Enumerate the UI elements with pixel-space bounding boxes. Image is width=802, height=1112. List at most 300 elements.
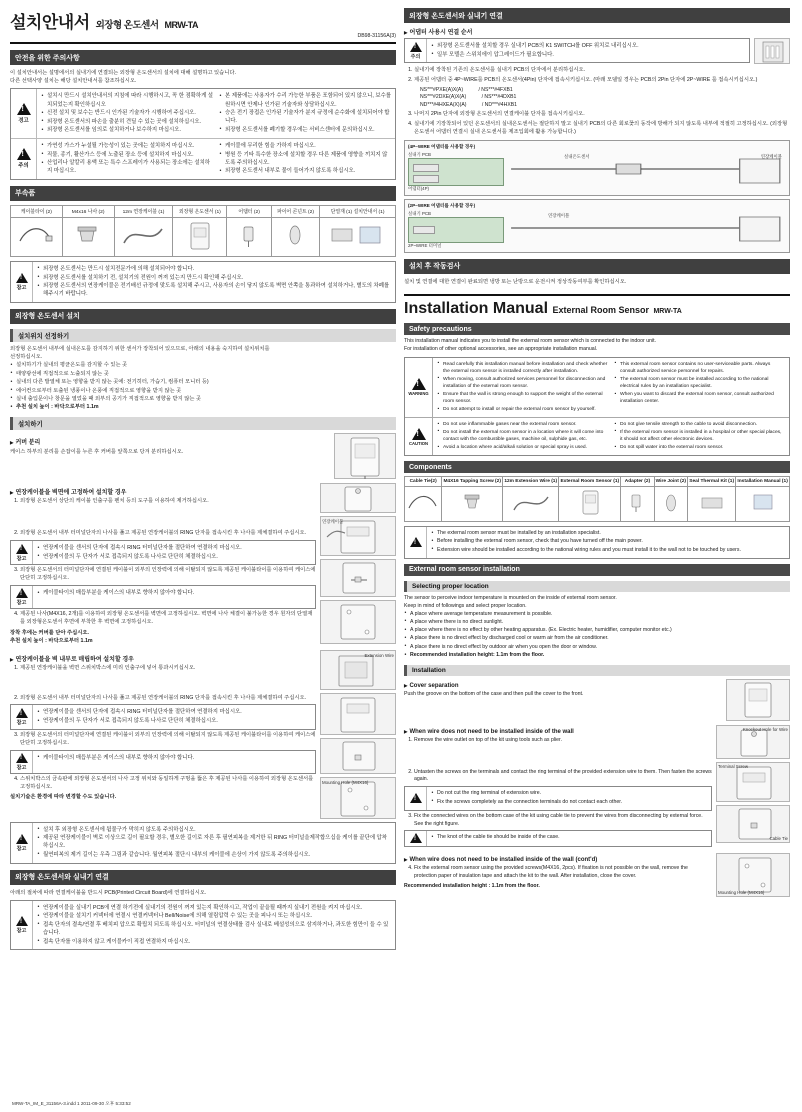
wire-joint-image (271, 217, 319, 256)
figure-label-ext-wire: Extension Wire (364, 652, 394, 658)
en-wire-image (503, 487, 559, 522)
en-cover-text: Push the groove on the bottom of the case and then pull the cover to the front. (404, 690, 584, 697)
en-nowall-notice-2 (404, 830, 712, 847)
caution-row (11, 139, 395, 179)
label-adapter-4p: 어댑터(4P) (408, 185, 430, 191)
en-joint-image (654, 487, 688, 522)
en-nowall-title: ▶ When wire does not need to be installed inside of the wall (404, 729, 712, 735)
case-a-close-cover: 장착 후에는 커버를 닫아 주십시오. (10, 630, 89, 637)
figure-label-cable-tie: Cable Tie (769, 835, 788, 841)
list-item: • 직물, 종기, 활산가스 등에 노출된 장소 등에 설치하지 마십시오. (41, 151, 213, 159)
en-divider (404, 294, 790, 296)
en-seal-image (688, 487, 736, 522)
en-loc-intro-1: The sensor to perceive indoor temperature is mounted on the inside of external room sensor. (404, 594, 617, 601)
label-indoor-pcb: 실내기 PCB (408, 151, 431, 157)
en-comp-header: Installation Manual (1) (736, 477, 790, 487)
notice-body (33, 901, 395, 950)
list-item: • When you want to discard the external room sensor, consult authorized installation center. (614, 391, 785, 406)
list-item: 4. 실내기에 기장착되어 있던 온도센서의 실내온도센서는 절단하지 말고 실내기 PCB의 다른 회로꽃의 동작에 방해가 되지 않도록 내부에 적절히 고정하십시오. (외장형 온도센서 어댑터 연결시 실내 온도센서를 제조입회에 활용 가능합니다.) (414, 121, 790, 137)
notice-triangle-icon (16, 834, 28, 844)
list-item: 4. Fix the external room sensor using the provided screws(M4X16, 2pcs). If fixation is not possible on the wall, remove the protection paper of insulation tape and attach the kit to the wall. After installation, close the cover. (414, 865, 712, 881)
notice-body (427, 831, 711, 846)
figure-label-extension-wire: 연장케이블 (322, 519, 344, 525)
connection-steps-2 (404, 111, 790, 137)
list-item: • A place there is no direct effect by discharged cool or warm air from the air conditioner. (404, 635, 790, 643)
list-item: • 산업리나 알칼리 용액 또는 특수 스프레이가 사용되는 장소에는 설치하지 마십시오. (41, 159, 213, 175)
warning-box (10, 88, 396, 179)
notice-label (405, 831, 427, 846)
en-warning-body (433, 358, 789, 418)
notice-label (405, 787, 427, 810)
en-contd-height: Recommended installation height : 1.1m from the floor. (404, 883, 540, 889)
list-item-recommended-height: • 추천 설치 높이 : 바닥으로부터 1.1m (10, 404, 396, 412)
safety-bar: 안전을 위한 주의사항 (10, 50, 396, 65)
notice-label (405, 39, 427, 62)
location-list (10, 362, 396, 412)
comp-header: 파이어 콘넌트 (2) (271, 205, 319, 217)
list-item: 1. 실내기에 장착된 기존의 온도센서를 실내기 PCB의 단자에서 분리하십시오. (414, 67, 790, 75)
notice-body (33, 586, 315, 608)
safety-intro-2: 다른 선택사양 설치는 해당 설치안내서를 참조하십시오. (10, 78, 137, 85)
list-item: • The external room sensor must be installed by an installation specialist. (431, 530, 785, 538)
connection-bar: 외장형 온도센서와 실내기 연결 (404, 8, 790, 23)
post-install-text: 설치 및 연결에 대한 연결이 완료되면 냉방 또는 난방으로 운전시켜 정상작동여부를 확인하십시오. (404, 278, 627, 285)
figure-mounting-hole (320, 777, 396, 819)
en-components-notice (404, 526, 790, 559)
case-a-title: ▶ 연장케이블을 벽면에 고정하여 설치할 경우 (10, 487, 316, 496)
list-item: • 연장케이블을 센서의 단자에 접속시 RING 터미널단자를 절단하여 연결하지 마십시오. (37, 708, 311, 716)
figure-label-knockout: Knockout Hole for Wire (742, 726, 788, 732)
en-adapter-image (621, 487, 654, 522)
notice-triangle-icon (410, 793, 422, 803)
en-figure-cabletie (716, 805, 790, 843)
list-item: • Read carefully this installation manual before installation and check whether the external room sensor is installed correctly after installation. (437, 361, 608, 376)
en-comp-header: Adapter (2) (621, 477, 654, 487)
model-code: ND***#4HXEA(X)(A) (420, 101, 467, 108)
en-caution-row (405, 418, 789, 455)
wiring-bar: 외장형 온도센서와 실내기 연결 (10, 870, 396, 885)
figure-knockout (320, 483, 396, 513)
en-caution-body (433, 418, 789, 455)
notice-body (33, 541, 315, 564)
case-a-notice-2 (10, 585, 316, 609)
warning-label-text: 경고 (18, 118, 29, 125)
notice-label-text: 참고 (16, 764, 27, 771)
list-item: • Do not give tensile strength to the cable to avoid disconnection. (614, 421, 785, 428)
list-item: 3. 외장형 온도센서의 터미널단자에 연결된 케이블이 외부의 인장력에 의해 이탈되지 않도록 제공된 케이블타이를 이용하여 케이스에 단단히 고정하십시오. (20, 732, 316, 748)
model-code-alt: / NS***#4FXB1 (478, 86, 513, 93)
right-column (404, 8, 790, 950)
cover-separation-block (10, 433, 396, 479)
list-item: 4. 제공된 나사(M4X16, 2개)를 이용하여 외장형 온도센서를 벽면에 고정하십시오. 벽면에 나사 체결이 불가능한 경우 원자의 단열재를 외장형온도센서 후면에 부착한 후 벽면에 고정하십시오. (20, 611, 316, 627)
warning-triangle-icon (17, 103, 31, 115)
page-columns (10, 8, 792, 950)
cover-figure (334, 433, 396, 479)
list-item: • Ensure that the wall is strong enough to support the weight of the external room sensor. (437, 391, 608, 406)
document-id: DB98-31156A(3) (357, 33, 396, 39)
en-title-main: Installation Manual (404, 300, 549, 318)
list-item: • 외장형 온도센서를 임의로 설치하거나 보수하지 마십시오. (41, 126, 213, 134)
notice-label-text: 참고 (16, 284, 27, 291)
en-warning-label-text: WARNING (408, 391, 429, 397)
case-a-height: 추천 설치 높이 : 바닥으로부터 1.1m (10, 638, 93, 645)
notice-body (427, 787, 711, 810)
notice-label (11, 751, 33, 773)
case-b-figures (320, 650, 396, 819)
caution-left-col (41, 142, 213, 176)
notice-triangle-icon (16, 273, 28, 283)
list-item: • Do not install the external room sensor in a location where it will come into contact with the combustible gases, machine oil, sulphide gas, etc. (437, 429, 608, 444)
list-item: • The knot of the cable tie should be inside of the case. (431, 834, 707, 842)
list-item: • Do not use inflammable gases near the external room sensor. (437, 421, 608, 428)
notice-label (11, 541, 33, 564)
caution-body (37, 139, 395, 179)
list-item: 3. 외장형 온도센서의 터미널단자에 연결된 케이블이 외부의 인장력에 의해 이탈되지 않도록 제공된 케이블타이를 이용하여 케이스에 단단히 고정하십시오. (20, 567, 316, 583)
en-title-sub: External Room Sensor (552, 305, 649, 316)
components-bar: 부속품 (10, 186, 396, 201)
installing-subbar: 설치하기 (10, 417, 396, 430)
comp-header: 케이블타이 (2) (11, 205, 63, 217)
list-item: • 외장형 온도센서를 설치할 경우 실내기 PCB의 K1 SWITCH를 OFF 위치로 내리십시오. (431, 42, 745, 50)
list-item: 2. 외장형 온도센서 내부 터미널단자의 나사를 풀고 제공된 연장케이블의 RING 단자를 접속시킨 후 나사를 제체결하여 주십시오. (20, 695, 316, 703)
list-item: • 연장케이블의 두 단자가 서로 접촉되지 않도록 나사로 단단히 체결하십시오. (37, 717, 311, 725)
list-item: • 실내의 다른 발열체 또는 영향을 받지 않는 곳에: 전기히터, 가습기, 컴퓨터 모니터 등) (10, 379, 396, 387)
adapter-image (227, 217, 272, 256)
label-indoor-temp-sensor: 실내온도센서 (564, 153, 590, 159)
list-item: • Extension wire should be installed according to the national wiring rules and you must install it to the wall not to be touched by users. (431, 547, 785, 555)
notice-label (405, 527, 427, 558)
en-figure-mounting (716, 853, 790, 897)
caution-triangle-icon (17, 148, 31, 160)
list-item: • 태양광선에 직접적으로 노출되지 않는 곳 (10, 371, 396, 379)
notice-body (33, 751, 315, 773)
list-item: • A place where there is no direct sunlight. (404, 619, 790, 627)
list-item: • Fix the screws completely as the connection terminals do not contact each other. (431, 799, 707, 807)
en-nowall-steps-2 (404, 769, 712, 785)
connection-order-title: ▶ 어댑터 사용시 연결 순서 (404, 27, 790, 36)
cover-title: ▶ 커버 분리 (10, 437, 330, 446)
case-b-title: ▶ 연장케이블을 벽 내부로 매립하여 설치할 경우 (10, 654, 316, 663)
wiring-diagram-4p (404, 140, 790, 196)
list-item: • 설치 후 외장형 온도센서에 튐물구가 막히지 않도록 주의하십시오. (37, 826, 391, 834)
cover-text: 케이스 하부의 분리를 손잡이를 누른 후 커버를 앞쪽으로 당겨 분리하십시오. (10, 449, 184, 456)
en-screw-image (442, 487, 503, 522)
insulation-and-manual-image (320, 217, 396, 256)
list-item: 2. 제공된 어댑터 중 4P~WIRE를 PCB의 온도센서(4Pin) 단자에 접속시키십시오. (마래 모델일 경우는 PCB의 2Pin 단자에 2P~WIRE 를 접속시키십시오.) (414, 77, 790, 85)
case-a-steps-2 (10, 530, 316, 538)
en-nowall-block (404, 725, 790, 850)
list-item: • This external room sensor contains no user-serviceable parts. Always consult authorized service personnel for repairs. (614, 361, 785, 376)
en-comp-header: External Room Sensor (1) (559, 477, 621, 487)
model-code: NS***#PXE(A)X(A) (420, 86, 464, 93)
list-item: • If the external room sensor is installed in a hospital or other special places, it should not affect other electronic devices. (614, 429, 785, 444)
en-intro-2: For installation of other optional accessories, see an appropriate installation manual. (404, 345, 598, 352)
list-item: • Avoid a location where acid/alkali solution or special spray is used. (437, 444, 608, 451)
list-item: • 외장형 온도센서의 파손을 출분히 견딜 수 있는 곳에 설치하십시오. (41, 118, 213, 126)
list-item: • 접속 단자를 이용하지 않고 케이블카이 직접 연결하지 마십시오. (37, 938, 391, 946)
figure-label-mounting-hole-en: Mounting Hole (M4X16) (718, 890, 765, 896)
list-item: • 승은 전기 장접은 인가된 기술자가 분지 규정에 순수화에 설치되어야 합니다. (219, 109, 391, 125)
en-intro-1: This installation manual indicates you to install the external room sensor which is connected to the indoor unit. (404, 338, 657, 345)
table-row (11, 205, 396, 217)
en-comp-header: Cable Tie(2) (405, 477, 442, 487)
k1-switch-figure (754, 38, 790, 64)
comp-header: 12m 연장케이블 (1) (114, 205, 173, 217)
table-row (405, 487, 790, 522)
list-item: • 본 제품에는 사용자가 수리 가능한 부품은 포함되어 있지 않으니, 보수를 원하시면 안제나 인가된 기술자와 상담하십시오. (219, 92, 391, 108)
notice-triangle-icon (410, 42, 422, 52)
en-cover-figure (726, 679, 790, 721)
en-title-model: MRW-TA (653, 308, 682, 316)
figure-terminal-b (320, 693, 396, 735)
list-item: 1. 제공된 연장케이블을 벽면 스위치박스에 미리 인출구에 넣어 통과시키십시오. (20, 665, 316, 673)
list-item: • Before installing the external room sensor, check that you have turned off the main power. (431, 538, 785, 546)
notice-triangle-icon (16, 708, 28, 718)
list-item: • 설치하기가 실내의 평균온도를 감지할 수 있는 곳 (10, 362, 396, 370)
list-item: • 외장형 온도센서는 만드시 설치전문가에 의해 설치되어야 합니다. (37, 265, 391, 273)
diagram-2p-title: (2P~WIRE 어댑터를 사용할 경우) (408, 202, 476, 208)
en-location-subbar: Selecting proper location (404, 581, 790, 592)
list-item: • Do not cut the ring terminal of extension wire. (431, 790, 707, 798)
list-item: 3. 나머지 2Pin 단자에 외장형 온도센서의 연결케이블 단자를 접속시키십시오. (414, 111, 790, 119)
en-page-title (404, 300, 790, 318)
case-a-block (10, 483, 396, 645)
left-column (10, 8, 396, 950)
label-terminal-2p: 2P~WIRE 터미널 (408, 242, 442, 248)
notice-label-text: 참고 (16, 720, 27, 727)
list-item: 2. 외장형 온도센서 내부 터미널단자의 나사를 풀고 제공된 연장케이블의 RING 단자를 접속시킨 후 나사를 제체결하여 주십시오. (20, 530, 316, 538)
list-item: • 제공된 연장케이블이 벽로 이상으로 길이 필요할 경우, 별오한 길이로 자른 후 필연피복을 제거한 뒤 RING 터미널을제작합으십을 케이를 끝단에 압착하십시오. (37, 834, 391, 850)
notice-triangle-icon (16, 753, 28, 763)
notice-body (33, 262, 395, 302)
notice-label-text: 참고 (16, 928, 27, 935)
comp-header: 어댑터 (2) (227, 205, 272, 217)
warning-triangle-icon (412, 378, 426, 390)
notice-body (33, 705, 315, 728)
en-manual-image (736, 487, 790, 522)
title-rule (10, 42, 396, 44)
notice-body (33, 823, 395, 863)
cable-tie-image (11, 217, 63, 256)
en-warning-label-cell (405, 358, 433, 418)
notice-triangle-icon (410, 537, 422, 547)
case-a-steps-4 (10, 611, 316, 627)
list-item: • 연장케이블을 실내기 PCB에 연결 하기전에 실내기의 전원이 꺼져 있는지 확인하시고, 작업이 끝을될 때까지 실내기 전원을 켜지 마십시오. (37, 904, 391, 912)
safety-intro-1: 이 설치안내서는 설명에서의 실내기에 연결되는 외장형 온도센서의 설치에 대해 설명하고 있습니다. (10, 70, 236, 76)
comp-header: M4x16 나사 (2) (62, 205, 114, 217)
model-row (420, 87, 790, 94)
connection-caution-row (404, 38, 790, 64)
list-item: • The external room sensor must be installed according to the national electrical rules by an installation specialist. (614, 376, 785, 391)
en-nowall-steps (404, 737, 712, 745)
location-subbar: 설치위치 선정하기 (10, 329, 396, 342)
en-warning-row (405, 358, 789, 419)
en-comp-header: M4X16 Tapping Screw (2) (442, 477, 503, 487)
list-item: 2. Untasten the screws on the terminals and contact the ring terminal of the provided extension wire to them. Then fasten the screws again. (414, 769, 712, 785)
warning-row (11, 89, 395, 139)
list-item: • 외장형 온도센서의 연장케이블은 전기배선 규정에 맞도록 설치해 주시고, 사용자의 손이 닿지 않도록 벽면 안쪽을 통과하여 설치하거나, 별도의 차폐를 해주시기 바랍니다. (37, 282, 391, 298)
en-comp-header: Wire Joint (2) (654, 477, 688, 487)
screw-image (62, 217, 114, 256)
case-b-block (10, 650, 396, 819)
label-extension-cable: 연장케이블 (760, 153, 782, 159)
notice-label-text: 주의 (410, 53, 421, 60)
en-nowall-figures (716, 725, 790, 843)
list-item: • Do not attempt to install or repair the external room sensor by yourself. (437, 406, 608, 413)
case-b-note: 설치기술은 환경에 따라 변경할 수도 있습니다. (10, 794, 117, 801)
model-row (420, 94, 790, 101)
label-extension-cable-2: 연장케이블 (548, 212, 570, 218)
figure-cabletie-fix (320, 559, 396, 597)
case-b-steps-4 (10, 776, 316, 792)
list-item: • 케이블에 무리한 힘을 가하지 마십시오. (219, 142, 391, 150)
en-install-bar: External room sensor installation (404, 564, 790, 576)
en-location-list (404, 611, 790, 660)
page-footer: MRW-TA_IM_E_31156A-3.indd 1 2011-09-30 오후 5:33:52 (12, 1101, 131, 1106)
case-a-figures (320, 483, 396, 644)
en-contd-title: ▶ When wire does not need to be installed inside of the wall (cont'd) (404, 857, 712, 863)
list-item: 1. Remove the wire outlet on top of the kit using tools such as plier. (414, 737, 712, 745)
en-safety-table (404, 357, 790, 456)
en-comp-header: 12m Extension Wire (1) (503, 477, 559, 487)
list-item: • 연장케이블을 센서의 단자에 접속시 RING 터미널단자를 절단하여 연결하지 마십시오. (37, 544, 311, 552)
case-b-notice-2 (10, 750, 316, 774)
notice-triangle-icon (16, 544, 28, 554)
case-b-notice-1 (10, 704, 316, 729)
en-safety-bar: Safety precautions (404, 323, 790, 335)
list-item: 3. Fix the connected wires on the bottom case of the kit using cable tie to prevent the wires from disconnecting by external force. See the right figure. (414, 813, 712, 829)
notice-label (11, 705, 33, 728)
case-a-steps (10, 498, 316, 506)
list-item: • 에어컨으로부터 토출된 냉풍이나 온풍에 직접적으로 영향을 받지 않는 곳 (10, 388, 396, 396)
table-row (11, 217, 396, 256)
case-b-steps (10, 665, 316, 673)
list-item: • 외장형 온도센서 내부로 물이 들어가지 않도록 하십시오. (219, 167, 391, 175)
connection-steps (404, 67, 790, 85)
title-main: 설치안내서 (10, 13, 90, 32)
caution-label-text: 주의 (18, 163, 29, 170)
en-caution-label-text: CAUTION (408, 440, 429, 446)
case-b-steps-2 (10, 695, 316, 703)
comp-header: 단열재 (1) 설치안내서 (1) (320, 205, 396, 217)
comp-header: 외장형 온도센서 (1) (173, 205, 227, 217)
notice-triangle-icon (16, 588, 28, 598)
figure-terminal (320, 516, 396, 556)
wiring-intro: 아래의 절차에 따라 연결케이블을 반드시 PCB(Printed Circuit Board)에 연결하십시오. (10, 889, 207, 896)
title-model: MRW-TA (164, 20, 198, 30)
list-item: • 케이블타이의 매듭부분을 케이스의 내부로 향하지 않아야 합니다. (37, 589, 311, 597)
notice-label-text: 참고 (16, 555, 27, 562)
list-item: • A place where average temperature measurement is possible. (404, 611, 790, 619)
figure-label-terminal-screw: Terminal Screw (718, 763, 749, 769)
case-b-final-notice (10, 822, 396, 864)
list-item: • A place where there is no effect by other heating apparatus. (Ex. Electric heater, humidifier, computer monitor etc.) (404, 627, 790, 635)
list-item: • When moving, consult authorized services personnel for disconnection and installation of the external room sensor. (437, 376, 608, 391)
warning-right-col (219, 92, 391, 135)
sensor-image (173, 217, 227, 256)
warning-body (37, 89, 395, 138)
en-figure-knockout (716, 725, 790, 759)
extension-wire-image (114, 217, 173, 256)
en-loc-intro-2: Keep in mind of followings and select proper location. (404, 602, 527, 609)
list-item: • 연장케이블을 설치기 커넥터에 연결시 연결커넥터나 Bell/Noise에 의해 열림압력 수 있는 곳을 피나시 또는 하십시오. (37, 912, 391, 920)
page-title (10, 8, 396, 33)
notice-triangle-icon (16, 916, 28, 926)
model-code: NS***#2DXE(A)X(A) (420, 94, 467, 101)
case-a-steps-3 (10, 567, 316, 583)
figure-cabletie-b (320, 738, 396, 774)
warning-label-cell (11, 89, 37, 138)
caution-right-col (219, 142, 391, 176)
list-item: • 신전 설치 및 보수는 반드시 인가된 기술자가 시행하여 주십시오. (41, 109, 213, 117)
notice-label-text: 참고 (16, 600, 27, 607)
list-item: • 외장형 온도센서를 폐기할 경우에는 서비스센터에 문의하십시오. (219, 126, 391, 134)
notice-label (11, 262, 33, 302)
caution-triangle-icon (412, 428, 426, 440)
notice-triangle-icon (410, 833, 422, 843)
wiring-diagram-2p (404, 199, 790, 253)
components-notice-box (10, 261, 396, 303)
en-components-bar: Components (404, 461, 790, 473)
list-item: • 케이블타이의 매듭부분은 케이스의 내부로 향하지 않아야 합니다. (37, 754, 311, 762)
figure-screw-fix (320, 600, 396, 644)
en-caution-label-cell (405, 418, 433, 455)
location-intro-2: 선정하십시오. (10, 354, 43, 361)
list-item: • 외장형 온도센서를 설치하기 전, 설치기의 전원이 꺼져 있는지 만드시 확인해 주십시오. (37, 274, 391, 282)
notice-label-text: 참고 (16, 845, 27, 852)
en-cover-title: ▶ Cover separation (404, 683, 722, 689)
install-bar: 외장형 온도센서 설치 (10, 309, 396, 324)
list-item: 4. 스위치박스의 금속판에 외장형 온도센서의 나사 고정 위치와 동일하게 구멍을 뚫은 후 제공된 나사를 이용하여 외장형 온도센서를 고정하십시오. (20, 776, 316, 792)
notice-label (11, 901, 33, 950)
figure-label-mounting-hole: Mounting Hole (M4X16) (322, 779, 369, 785)
post-install-bar: 설치 후 작동검사 (404, 259, 790, 274)
case-a-notice-1 (10, 540, 316, 565)
list-item: • A place there is no direct effect by outdoor air when you open the door or window. (404, 644, 790, 652)
notice-body (427, 527, 789, 558)
en-contd-block (404, 853, 790, 897)
model-code-alt: / ND***#4HXB1 (481, 101, 517, 108)
caution-label-cell (11, 139, 37, 179)
model-code-alt: / NS***#4DXB1 (481, 94, 517, 101)
en-nowall-steps-3 (404, 813, 712, 829)
wiring-notice (10, 900, 396, 951)
list-item: • 월연피복의 제거 길이는 우측 그림과 같습니다. 월연피복 절단시 내부의 케이블에 손상이 가지 않도록 주의하십시오. (37, 851, 391, 859)
list-item: • 가연성 가스가 누설될 가능성이 있는 곳에는 설치하지 마십시오. (41, 142, 213, 150)
en-contd-steps (404, 865, 712, 881)
connection-caution-box (404, 38, 750, 63)
list-item: • Do not spill water into the external room sensor. (614, 444, 785, 451)
list-item: • 병원 등 기타 특수한 장소에 설치할 경우 다른 제품에 영향을 끼치지 않도록 주의하십시오. (219, 151, 391, 167)
en-cover-block (404, 679, 790, 721)
label-indoor-pcb-2: 실내기 PCB (408, 210, 431, 216)
diagram-4p-title: (4P~WIRE 어댑터를 사용할 경우) (408, 143, 476, 149)
en-figure-terminal (716, 762, 790, 802)
location-intro-1: 외장형 온도센서 내부에 실내온도를 감지하기 위한 센서가 장착되어 있으므로, 아래의 내용을 숙지하여 설치위치를 (10, 345, 270, 352)
en-sensor-image (559, 487, 621, 522)
model-list (404, 87, 790, 109)
list-item: 1. 외장형 온도센서 상단의 케이블 인출구를 펜치 등의 도구를 이용하여 제거하십시오. (20, 498, 316, 506)
notice-label (11, 823, 33, 863)
title-sub: 외장형 온도센서 (95, 20, 159, 31)
components-table (10, 205, 396, 257)
notice-body (427, 39, 749, 62)
notice-label (11, 586, 33, 608)
en-installation-subbar: Installation (404, 665, 790, 676)
list-item: • 연장케이블의 두 단자가 서로 접촉되지 않도록 나사로 단단히 체결하십시오. (37, 553, 311, 561)
table-row (405, 477, 790, 487)
en-components-table (404, 476, 790, 522)
